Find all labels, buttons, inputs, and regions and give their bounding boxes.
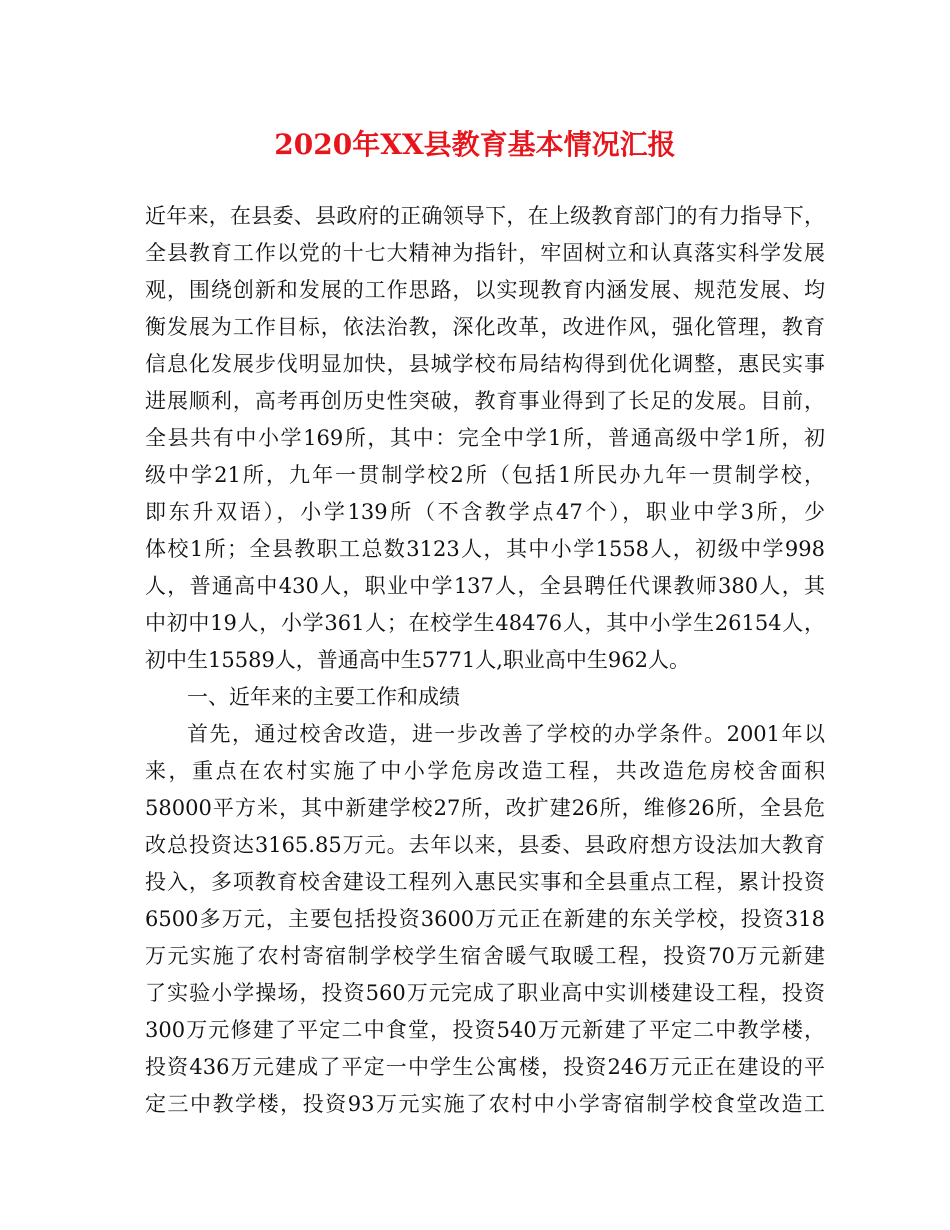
body-line: 信息化发展步伐明显加快，县城学校布局结构得到优化调整，惠民实事 [145,352,825,376]
body-line: 初中生15589人，普通高中生5771人,职业高中生962人。 [145,648,691,672]
document-body [145,198,825,1123]
body-line: 中初中19人，小学361人；在校学生48476人，其中小学生26154人， [145,611,825,635]
body-line: 了实验小学操场，投资560万元完成了职业高中实训楼建设工程，投资 [145,981,825,1005]
body-line: 近年来，在县委、县政府的正确领导下，在上级教育部门的有力指导下， [145,204,825,228]
body-line: 级中学21所，九年一贯制学校2所（包括1所民办九年一贯制学校， [145,463,825,487]
body-line: 体校1所；全县教职工总数3123人，其中小学1558人，初级中学998 [145,537,825,561]
body-line: 6500多万元，主要包括投资3600万元正在新建的东关学校，投资318 [145,907,825,931]
body-line: 首先，通过校舍改造，进一步改善了学校的办学条件。2001年以 [187,722,825,746]
body-line: 万元实施了农村寄宿制学校学生宿舍暖气取暖工程，投资70万元新建 [145,944,825,968]
body-line: 观，围绕创新和发展的工作思路，以实现教育内涵发展、规范发展、均 [145,278,825,302]
body-line: 投入，多项教育校舍建设工程列入惠民实事和全县重点工程，累计投资 [145,870,825,894]
body-line: 300万元修建了平定二中食堂，投资540万元新建了平定二中教学楼， [145,1018,825,1042]
body-line: 来，重点在农村实施了中小学危房改造工程，共改造危房校舍面积 [145,759,825,783]
body-line: 全县共有中小学169所，其中：完全中学1所，普通高级中学1所，初 [145,426,825,450]
body-line: 一、近年来的主要工作和成绩 [187,685,460,709]
body-line: 定三中教学楼，投资93万元实施了农村中小学寄宿制学校食堂改造工 [145,1092,825,1116]
body-line: 衡发展为工作目标，依法治教，深化改革，改进作风，强化管理，教育 [145,315,825,339]
document-title: 2020年XX县教育基本情况汇报 [274,128,676,161]
body-line: 进展顺利，高考再创历史性突破，教育事业得到了长足的发展。目前， [145,389,825,413]
body-line: 全县教育工作以党的十七大精神为指针，牢固树立和认真落实科学发展 [145,241,825,265]
body-line: 即东升双语），小学139所（不含教学点47个），职业中学3所，少 [145,500,825,524]
body-line: 人，普通高中430人，职业中学137人，全县聘任代课教师380人，其 [145,574,825,598]
body-line: 投资436万元建成了平定一中学生公寓楼，投资246万元正在建设的平 [145,1055,825,1079]
body-line: 58000平方米，其中新建学校27所，改扩建26所，维修26所，全县危 [145,796,825,820]
body-line: 改总投资达3165.85万元。去年以来，县委、县政府想方设法加大教育 [145,833,825,857]
